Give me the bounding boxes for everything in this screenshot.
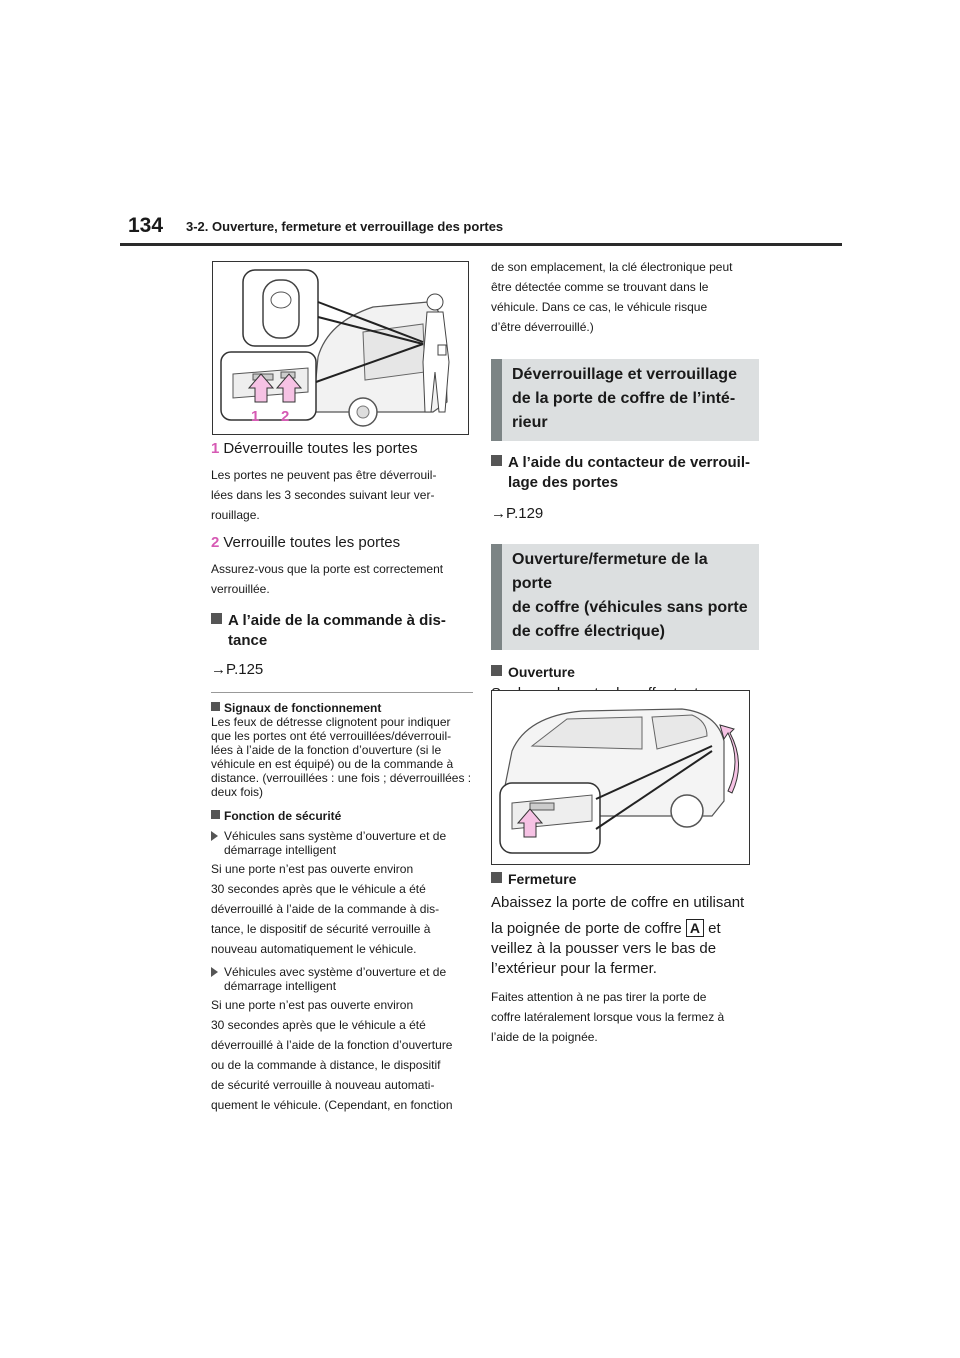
switch-page-ref: →P.129 [491,505,544,522]
square-bullet-icon [491,665,502,676]
item-1-text: Déverrouille toutes les portes [223,440,418,457]
page-number: 134 [128,214,164,237]
closing-note-line: Faites attention à ne pas tirer la porte de [491,990,707,1004]
closing-line-2: la poignée de porte de coffre A et [491,920,721,937]
figure-remote-tailgate [212,261,469,435]
triangle-bullet-icon [211,967,218,977]
item-2-text: Verrouille toutes les portes [223,534,401,551]
section-title: 3-2. Ouverture, fermeture et verrouillage des portes [186,219,504,234]
remote-heading: A l’aide de la commande à dis- [211,611,473,631]
closing-line: l’extérieur pour la fermer. [491,960,657,977]
remote-page-ref: →P.125 [211,661,264,678]
signals-text: Les feux de détresse clignotent pour indiquer que les portes ont été verrouillées/déverrouil-lées à l’aide de la fonction d’ouverture (si le véhicule en est équipé) ou de la commande à distance. (verrouillées : une fois ; déverrouillées : deux fois) [211,715,472,799]
bullet1-line: 30 secondes après que le véhicule a été [211,882,426,896]
closing-note-line: l’aide de la poignée. [491,1030,598,1044]
bullet1-line: déverrouillé à l’aide de la commande à dis- [211,902,440,916]
tailgate-remote-illustration [213,262,468,434]
section-box-interior-lock: Déverrouillage et verrouillage de la porte de coffre de l’inté- rieur [491,359,759,441]
signals-heading: Signaux de fonctionnement [211,701,473,715]
bullet1-line: Si une porte n’est pas ouverte environ [211,862,414,876]
square-bullet-icon [211,702,220,711]
left-column [211,440,473,1115]
closing-heading: Fermeture [491,869,753,889]
security-heading: Fonction de sécurité [211,809,473,823]
callout-letter-a: A [686,919,704,937]
tailgate-opening-illustration [492,691,749,864]
item-1-note-line: Les portes ne peuvent pas être déverrouil- [211,468,437,482]
cont-line: d’être déverrouillé.) [491,320,594,334]
cont-line: être détectée comme se trouvant dans le [491,280,709,294]
switch-heading: A l’aide du contacteur de verrouil- [491,453,753,473]
bullet2-line: déverrouillé à l’aide de la fonction d’ouverture [211,1038,453,1052]
bullet2-line: ou de la commande à distance, le dispositif [211,1058,441,1072]
square-bullet-icon [491,455,502,466]
figure-tailgate-open [491,690,750,865]
square-bullet-icon [211,810,220,819]
switch-heading-cont: lage des portes [508,474,619,491]
bullet-without-smart-key: Véhicules sans système d’ouverture et de démarrage intelligent [211,829,473,857]
section-box-tailgate: Ouverture/fermeture de la porte de coffre (véhicules sans porte de coffre électrique) [491,544,759,650]
bullet2-line: quement le véhicule. (Cependant, en fonction [211,1098,453,1112]
figure-label-2: 2 [281,408,290,425]
item-1 [211,440,473,457]
item-2-number: 2 [211,534,220,551]
cont-line: véhicule. Dans ce cas, le véhicule risque [491,300,708,314]
item-1-number: 1 [211,440,220,457]
figure-label-1: 1 [251,408,260,425]
closing-line: veillez à la pousser vers le bas de [491,940,717,957]
item-1-note-line: lées dans les 3 secondes suivant leur ver- [211,488,435,502]
bullet2-line: de sécurité verrouille à nouveau automati- [211,1078,435,1092]
header-rule [120,243,842,246]
cont-line: de son emplacement, la clé électronique peut [491,260,733,274]
bullet1-line: tance, le dispositif de sécurité verrouille à [211,922,431,936]
square-bullet-icon [211,613,222,624]
item-2 [211,534,473,551]
bullet1-line: nouveau automatiquement le véhicule. [211,942,417,956]
square-bullet-icon [491,872,502,883]
item-2-note-line: verrouillée. [211,582,270,596]
bullet2-line: Si une porte n’est pas ouverte environ [211,998,414,1012]
bullet2-line: 30 secondes après que le véhicule a été [211,1018,426,1032]
right-column [491,257,753,744]
closing-line: Abaissez la porte de coffre en utilisant [491,894,745,911]
opening-heading: Ouverture [491,662,753,682]
item-2-note-line: Assurez-vous que la porte est correctement [211,562,444,576]
bullet-with-smart-key: Véhicules avec système d’ouverture et de démarrage intelligent [211,965,473,993]
item-1-note-line: rouillage. [211,508,260,522]
right-column-lower [491,869,753,1047]
remote-heading-cont: tance [228,632,268,649]
closing-note-line: coffre latéralement lorsque vous la fermez à [491,1010,725,1024]
triangle-bullet-icon [211,831,218,841]
